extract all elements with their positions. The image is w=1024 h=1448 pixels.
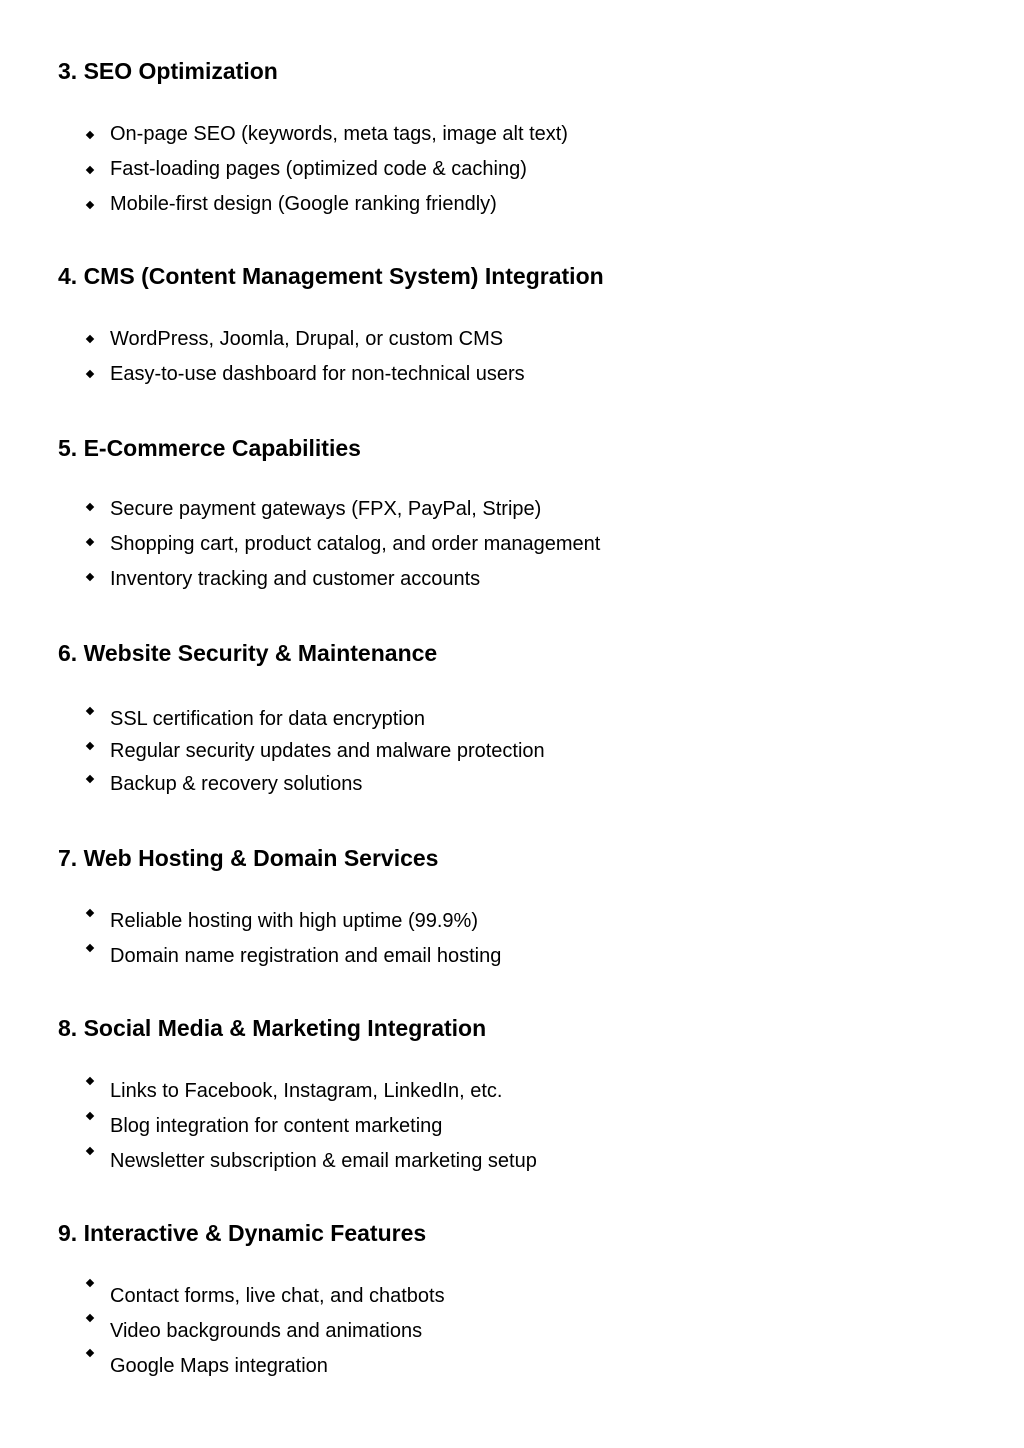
diamond-bullet-icon [86, 1147, 94, 1155]
diamond-bullet-icon [86, 573, 94, 581]
list-item-text: Newsletter subscription & email marketing setup [110, 1150, 537, 1172]
list-item [0, 908, 1024, 938]
list-item [0, 1148, 1024, 1178]
list-item [0, 1353, 1024, 1383]
list-item-text: Links to Facebook, Instagram, LinkedIn, etc. [110, 1080, 503, 1102]
list-item [0, 496, 1024, 526]
list-item-text: Blog integration for content marketing [110, 1115, 443, 1137]
diamond-bullet-icon [86, 1279, 94, 1287]
diamond-bullet-icon [86, 503, 94, 511]
list-item [0, 121, 1024, 151]
list-item-text: SSL certification for data encryption [110, 708, 425, 730]
diamond-bullet-icon [86, 1077, 94, 1085]
diamond-bullet-icon [86, 742, 94, 750]
diamond-bullet-icon [86, 538, 94, 546]
list-item [0, 1113, 1024, 1143]
diamond-bullet-icon [86, 1349, 94, 1357]
section-heading: 3. SEO Optimization [58, 58, 278, 84]
section-heading: 9. Interactive & Dynamic Features [58, 1220, 427, 1246]
list-item [0, 1318, 1024, 1348]
section-heading: 4. CMS (Content Management System) Integration [58, 263, 604, 289]
section-heading: 7. Web Hosting & Domain Services [58, 845, 439, 871]
list-item [0, 1078, 1024, 1108]
diamond-bullet-icon [86, 201, 94, 209]
diamond-bullet-icon [86, 335, 94, 343]
diamond-bullet-icon [86, 370, 94, 378]
section-heading: 6. Website Security & Maintenance [58, 640, 438, 666]
list-item-text: WordPress, Joomla, Drupal, or custom CMS [110, 328, 504, 350]
list-item-text: Regular security updates and malware protection [110, 740, 545, 762]
diamond-bullet-icon [86, 775, 94, 783]
list-item [0, 191, 1024, 221]
list-item-text: Domain name registration and email hosting [110, 945, 502, 967]
diamond-bullet-icon [86, 131, 94, 139]
list-item-text: Fast-loading pages (optimized code & caching) [110, 158, 527, 180]
list-item [0, 943, 1024, 973]
diamond-bullet-icon [86, 909, 94, 917]
list-item [0, 771, 1024, 801]
section-heading: 8. Social Media & Marketing Integration [58, 1015, 487, 1041]
list-item [0, 531, 1024, 561]
list-item-text: Backup & recovery solutions [110, 773, 363, 795]
list-item-text: Mobile-first design (Google ranking friendly) [110, 193, 497, 215]
diamond-bullet-icon [86, 707, 94, 715]
list-item-text: Reliable hosting with high uptime (99.9%) [110, 910, 478, 932]
list-item-text: Inventory tracking and customer accounts [110, 568, 481, 590]
list-item-text: Easy-to-use dashboard for non-technical users [110, 363, 525, 385]
list-item-text: On-page SEO (keywords, meta tags, image alt text) [110, 123, 568, 145]
list-item-text: Contact forms, live chat, and chatbots [110, 1285, 445, 1307]
list-item [0, 156, 1024, 186]
list-item [0, 566, 1024, 596]
list-item [0, 326, 1024, 356]
list-item [0, 706, 1024, 736]
diamond-bullet-icon [86, 166, 94, 174]
list-item [0, 361, 1024, 391]
list-item [0, 1283, 1024, 1313]
diamond-bullet-icon [86, 1112, 94, 1120]
diamond-bullet-icon [86, 944, 94, 952]
diamond-bullet-icon [86, 1314, 94, 1322]
list-item [0, 738, 1024, 768]
list-item-text: Google Maps integration [110, 1355, 328, 1377]
list-item-text: Secure payment gateways (FPX, PayPal, Stripe) [110, 498, 542, 520]
section-heading: 5. E-Commerce Capabilities [58, 435, 361, 461]
list-item-text: Video backgrounds and animations [110, 1320, 423, 1342]
list-item-text: Shopping cart, product catalog, and order management [110, 533, 601, 555]
